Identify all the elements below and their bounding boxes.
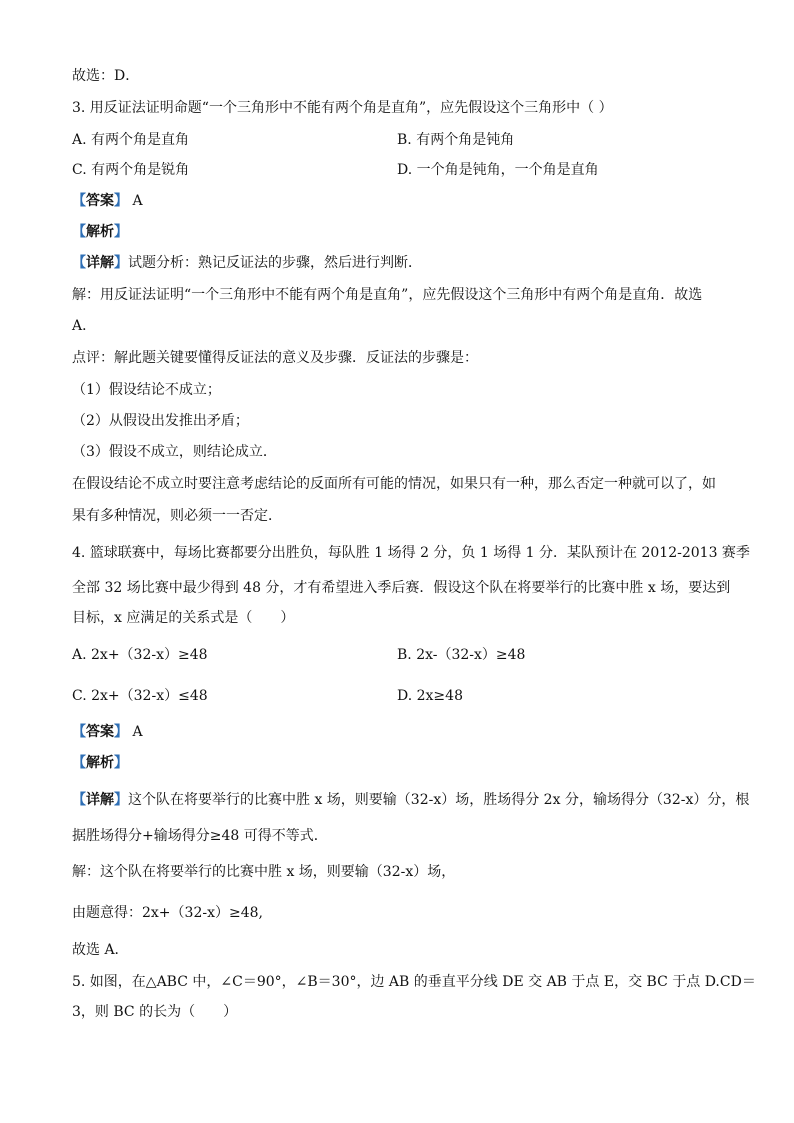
q4-answer [72, 722, 722, 742]
q4-analysis-tag: 解析 [86, 755, 114, 771]
q4-option-c: C. 2x+（32-x）≤48 [72, 688, 208, 704]
q3-note-line-2: 果有多种情况，则必须一一否定． [72, 508, 282, 524]
bracket-open: 【 [72, 255, 86, 271]
q3-solution-line-1: 解：用反证法证明“一个三角形中不能有两个角是直角”，应先假设这个三角形中有两个角是直角．故选 [72, 287, 703, 303]
q3-detail-tag: 详解 [86, 255, 114, 271]
q4-solution: 解：这个队在将要举行的比赛中胜 x 场，则要输（32-x）场， [72, 864, 456, 880]
q3-answer-value: A [132, 193, 143, 209]
q3-option-a: A. 有两个角是直角 [72, 132, 190, 148]
q3-answer-tag: 答案 [86, 193, 114, 209]
q3-stem: 3. 用反证法证明命题“一个三角形中不能有两个角是直角”，应先假设这个三角形中（ ） [72, 100, 613, 116]
q4-answer-value: A [132, 724, 143, 740]
q4-option-d: D. 2x≥48 [397, 688, 463, 704]
q3-step-2: （2）从假设出发推出矛盾； [72, 413, 249, 429]
q5-stem-line-1: 5. 如图，在△ABC 中，∠C＝90°，∠B＝30°，边 AB 的垂直平分线 DE 交 AB 于点 E，交 BC 于点 D.CD＝ [72, 974, 756, 990]
q3-detail-text: 试题分析：熟记反证法的步骤，然后进行判断． [128, 255, 422, 271]
q3-analysis-tag: 解析 [86, 224, 114, 240]
q3-option-d: D. 一个角是钝角，一个角是直角 [397, 162, 599, 178]
q3-comment: 点评：解此题关键要懂得反证法的意义及步骤．反证法的步骤是： [72, 350, 478, 366]
q3-step-1: （1）假设结论不成立； [72, 382, 221, 398]
bracket-close: 】 [114, 792, 128, 808]
q4-option-a: A. 2x+（32-x）≥48 [72, 647, 208, 663]
q5-stem-line-2: 3，则 BC 的长为（ ） [72, 1004, 238, 1020]
bracket-open: 【 [72, 224, 86, 240]
bracket-close: 】 [114, 755, 128, 771]
q3-analysis [72, 222, 722, 242]
q4-stem-line-3: 目标，x 应满足的关系式是（ ） [72, 610, 295, 626]
q3-detail [72, 253, 722, 273]
bracket-open: 【 [72, 792, 86, 808]
q4-option-b: B. 2x-（32-x）≥48 [397, 647, 526, 663]
bracket-open: 【 [72, 193, 86, 209]
q4-conclusion: 故选 A． [72, 942, 129, 958]
bracket-open: 【 [72, 755, 86, 771]
bracket-close: 】 [114, 724, 128, 740]
q4-detail-line-1 [72, 790, 750, 810]
q4-derivation: 由题意得：2x+（32-x）≥48, [72, 905, 263, 921]
q4-stem-line-2: 全部 32 场比赛中最少得到 48 分，才有希望进入季后赛．假设这个队在将要举行的比赛中胜 x 场，要达到 [72, 580, 731, 596]
bracket-close: 】 [114, 224, 128, 240]
q4-stem-line-1: 4. 篮球联赛中，每场比赛都要分出胜负，每队胜 1 场得 2 分，负 1 场得 1 分．某队预计在 2012-2013 赛季 [72, 545, 750, 561]
q4-detail-tag: 详解 [86, 792, 114, 808]
bracket-close: 】 [114, 255, 128, 271]
q3-option-b: B. 有两个角是钝角 [397, 132, 515, 148]
q3-note-line-1: 在假设结论不成立时要注意考虑结论的反面所有可能的情况，如果只有一种，那么否定一种就可以了，如 [72, 476, 716, 492]
q3-option-c: C. 有两个角是锐角 [72, 162, 190, 178]
q3-solution-line-2: A． [72, 318, 97, 334]
bracket-open: 【 [72, 724, 86, 740]
q3-step-3: （3）假设不成立，则结论成立． [72, 444, 277, 460]
q3-answer [72, 191, 722, 211]
q4-detail-line-2: 据胜场得分+输场得分≥48 可得不等式． [72, 828, 328, 844]
q4-detail-text: 这个队在将要举行的比赛中胜 x 场，则要输（32-x）场，胜场得分 2x 分，输场得分（32-x）分，根 [128, 792, 750, 808]
q2-conclusion: 故选：D． [72, 68, 140, 84]
bracket-close: 】 [114, 193, 128, 209]
q4-answer-tag: 答案 [86, 724, 114, 740]
q4-analysis [72, 753, 722, 773]
